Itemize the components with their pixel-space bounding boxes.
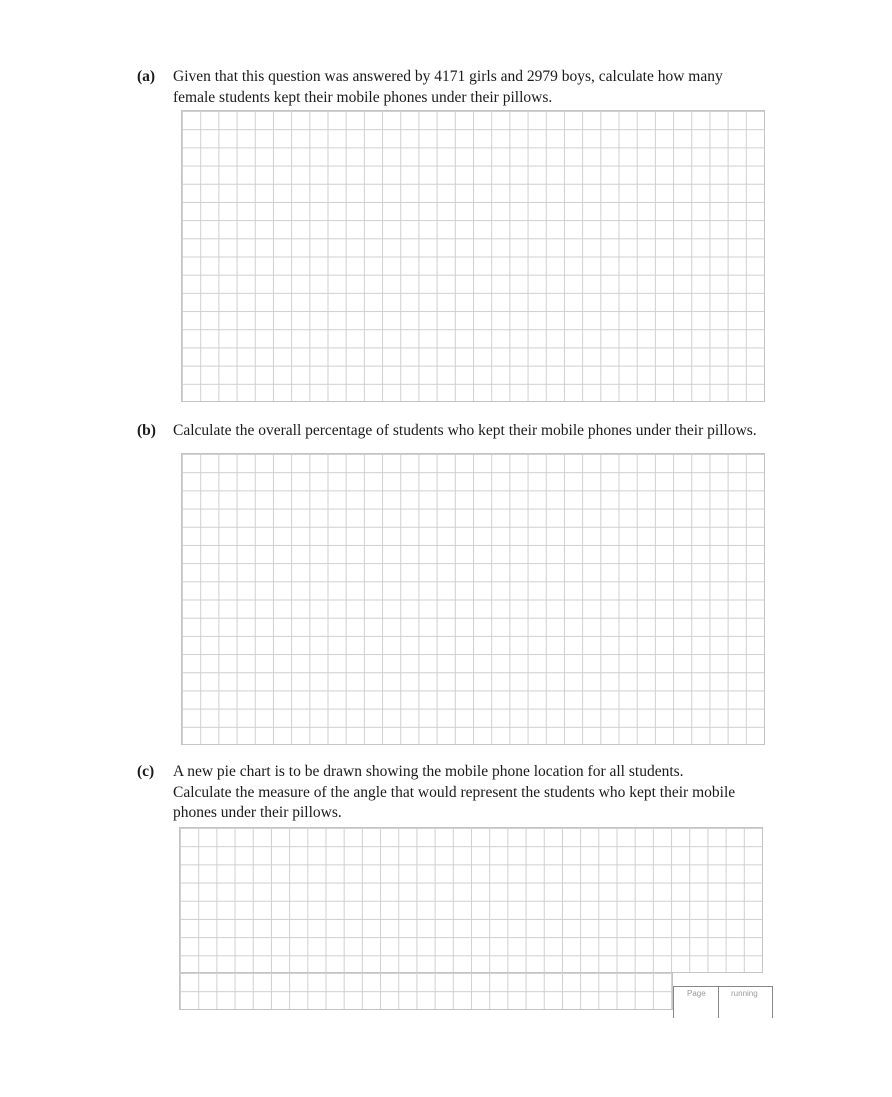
question-b-text: Calculate the overall percentage of students who kept their mobile phones under their pillows.	[173, 422, 757, 439]
question-c-text: A new pie chart is to be drawn showing the mobile phone location for all students. Calculate the measure of the angle that would represent the students who kept their mobile phones under their pillows.	[173, 763, 736, 821]
question-b-label: (b)	[137, 422, 156, 439]
page-label: Page	[687, 989, 706, 998]
question-a-label: (a)	[137, 68, 156, 85]
page-running-box	[673, 986, 773, 1018]
running-label: running	[731, 989, 758, 998]
answer-grid-c[interactable]	[179, 827, 763, 973]
answer-grid-b[interactable]	[181, 453, 765, 745]
footer-divider	[718, 987, 719, 1018]
answer-grid-c-bottom-row[interactable]	[179, 973, 673, 1010]
question-c-label: (c)	[137, 763, 155, 780]
answer-grid-a[interactable]	[181, 110, 765, 402]
question-a-text: Given that this question was answered by 4171 girls and 2979 boys, calculate how many female students kept their mobile phones under their pillows.	[173, 68, 723, 106]
